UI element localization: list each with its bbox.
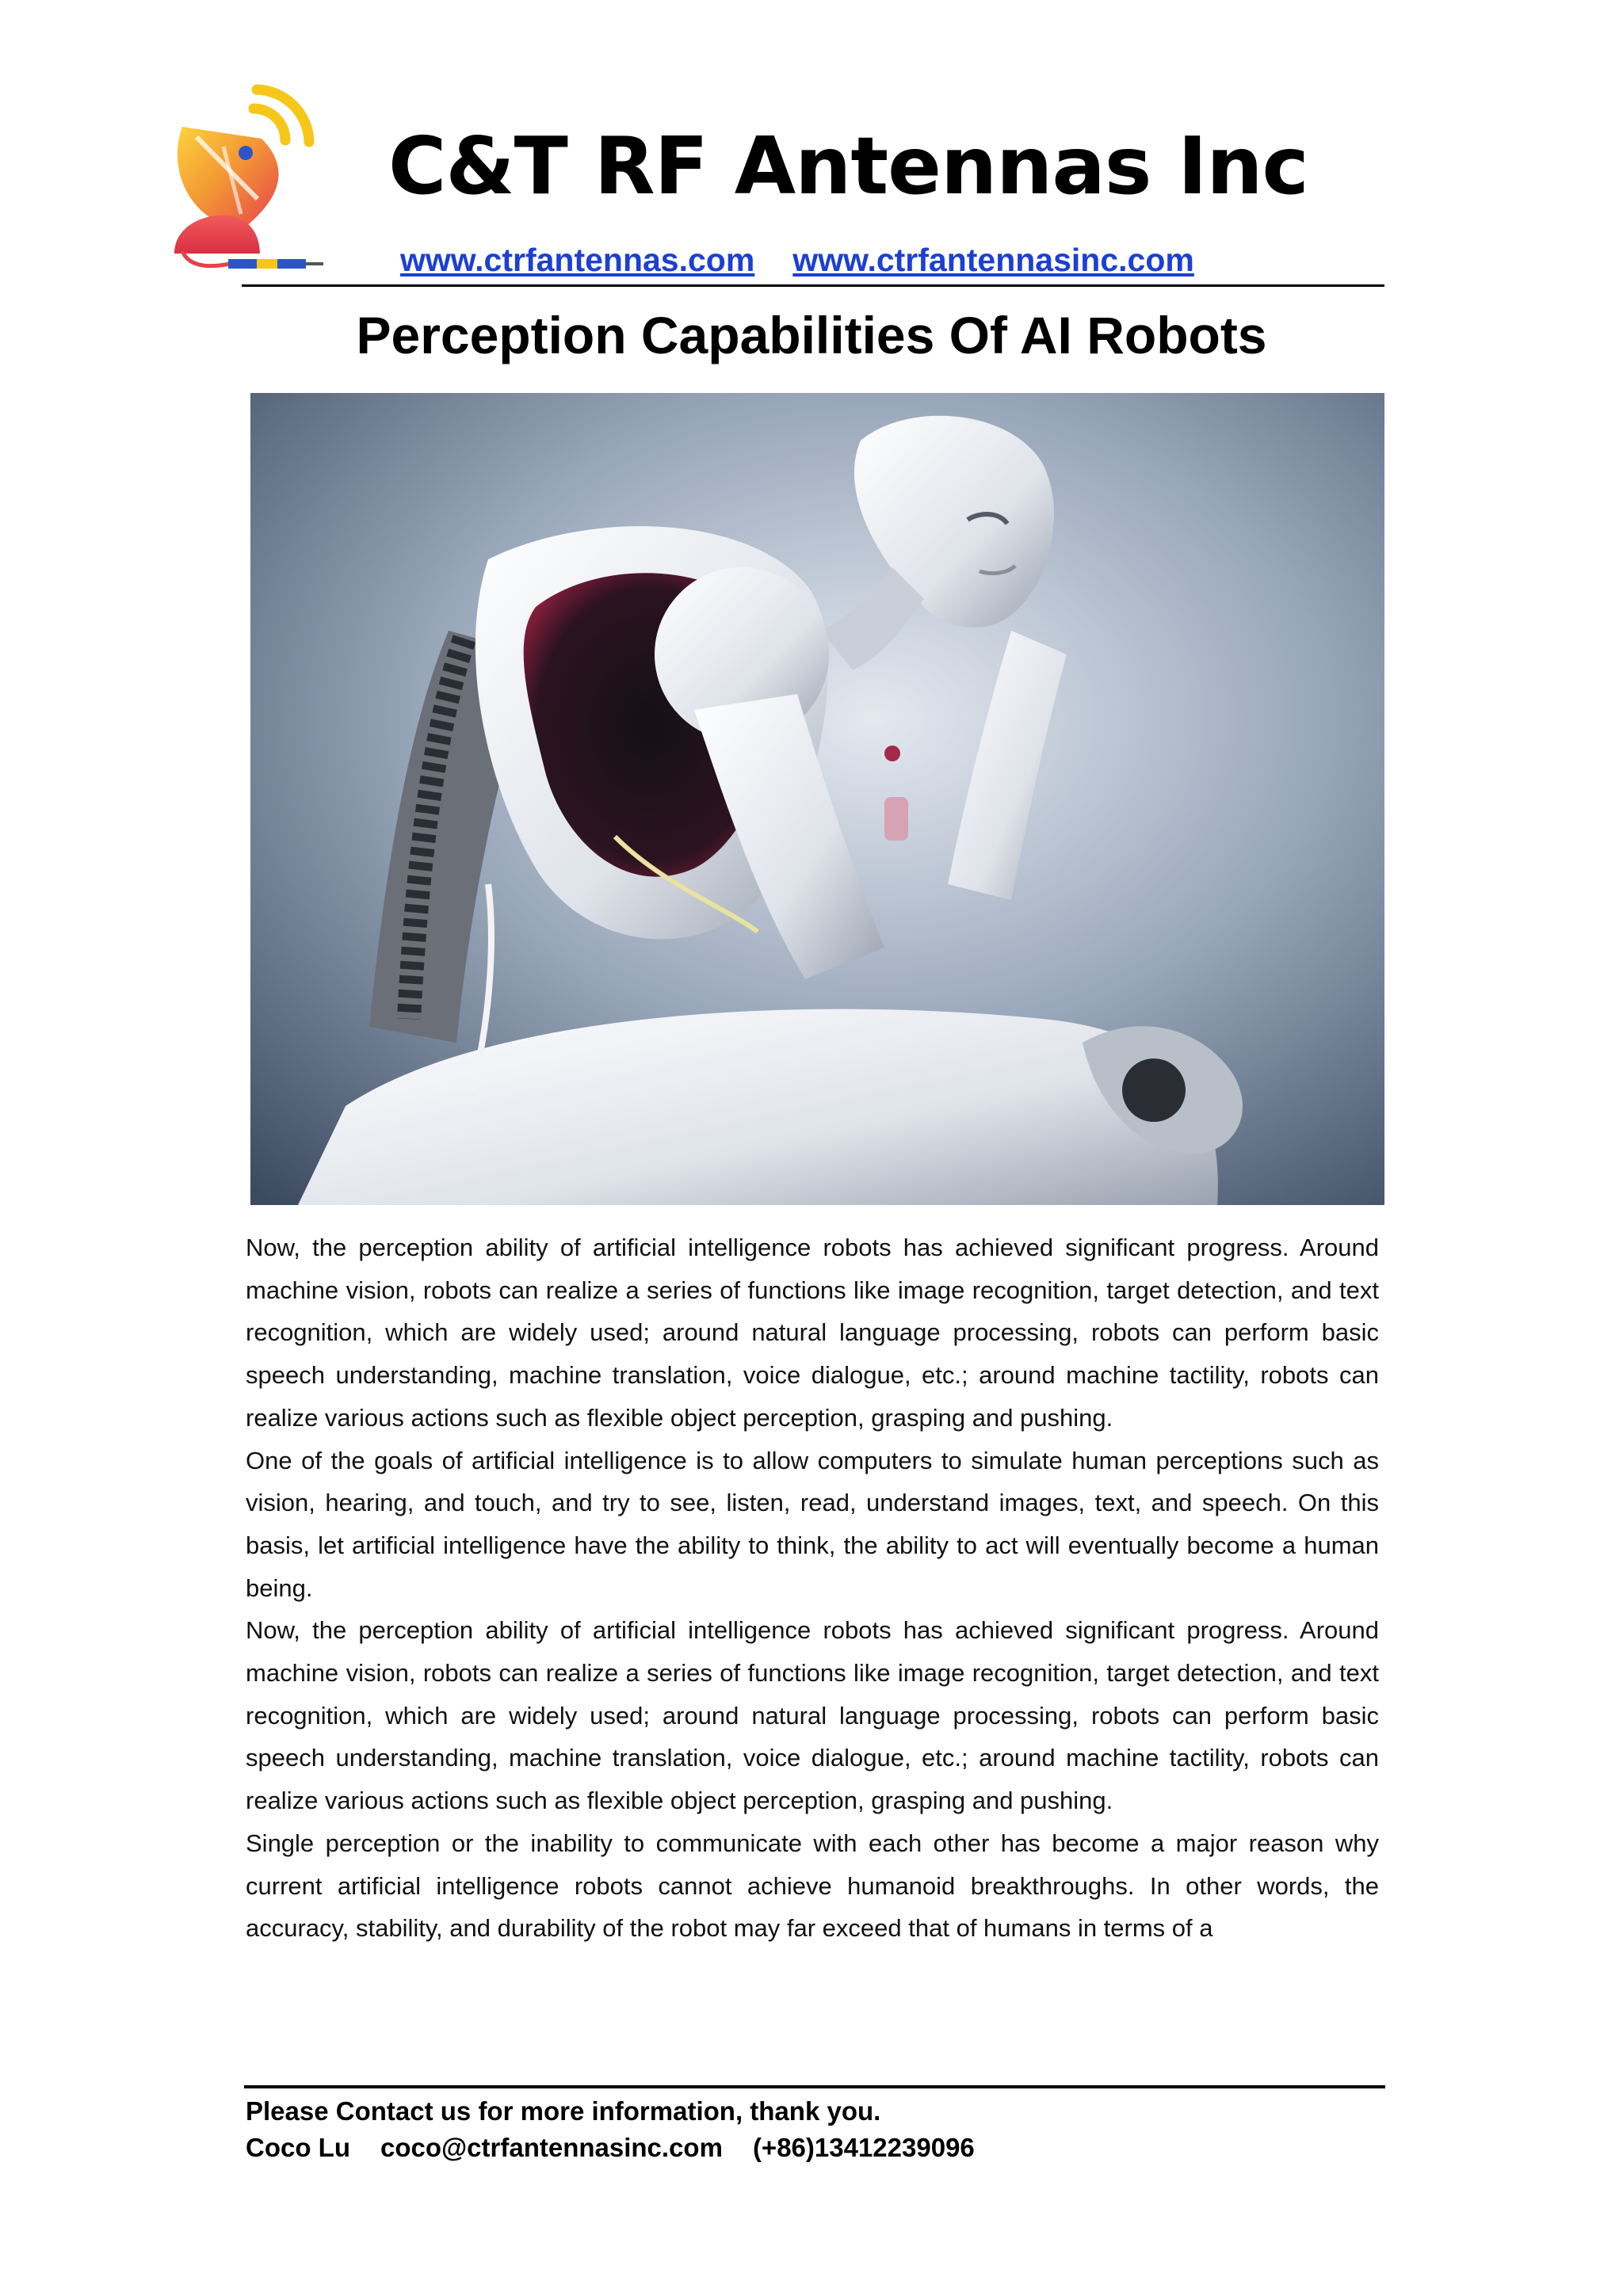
contact-name: Coco Lu <box>246 2133 350 2162</box>
contact-details <box>246 2130 975 2166</box>
paragraph: Now, the perception ability of artificial intelligence robots has achieved significant progress. Around machine vision, robots can realize a series of functions like image recognition, target detection, and text recognition, which are widely used; around natural language processing, robots can perform basic speech understanding, machine translation, voice dialogue, etc.; around machine tactility, robots can realize various actions such as flexible object perception, grasping and pushing. <box>246 1616 1379 1815</box>
website-links <box>400 242 1194 279</box>
paragraph: Single perception or the inability to communicate with each other has become a major reason why current artificial intelligence robots cannot achieve humanoid breakthroughs. In other words, the accuracy, stability, and durability of the robot may far exceed that of humans in terms of a <box>246 1829 1379 1943</box>
contact-line: Please Contact us for more information, thank you. <box>246 2096 881 2126</box>
contact-phone: (+86)13412239096 <box>752 2133 975 2162</box>
paragraph: Now, the perception ability of artificial intelligence robots has achieved significant progress. Around machine vision, robots can realize a series of functions like image recognition, target detection, and text recognition, which are widely used; around natural language processing, robots can perform basic speech understanding, machine translation, voice dialogue, etc.; around machine tactility, robots can realize various actions such as flexible object perception, grasping and pushing. <box>246 1234 1379 1432</box>
contact-email[interactable]: coco@ctrfantennasinc.com <box>380 2133 723 2162</box>
footer <box>246 2093 975 2166</box>
company-name: C&T RF Antennas Inc <box>388 120 1308 212</box>
header-divider <box>242 284 1384 287</box>
footer-divider <box>244 2085 1385 2088</box>
website-link-1[interactable]: www.ctrfantennas.com <box>400 242 755 278</box>
website-link-2[interactable]: www.ctrfantennasinc.com <box>792 242 1194 278</box>
satellite-dish-logo-icon <box>158 83 349 281</box>
paragraph: One of the goals of artificial intelligence is to allow computers to simulate human perceptions such as vision, hearing, and touch, and try to see, listen, read, understand images, text, and speech. On this basis, let artificial intelligence have the ability to think, the ability to act will eventually become a human being. <box>246 1446 1379 1602</box>
body-text <box>246 1226 1379 1950</box>
robot-hero-image <box>250 393 1384 1205</box>
document-title: Perception Capabilities Of AI Robots <box>356 306 1267 364</box>
company-logo <box>158 83 349 281</box>
